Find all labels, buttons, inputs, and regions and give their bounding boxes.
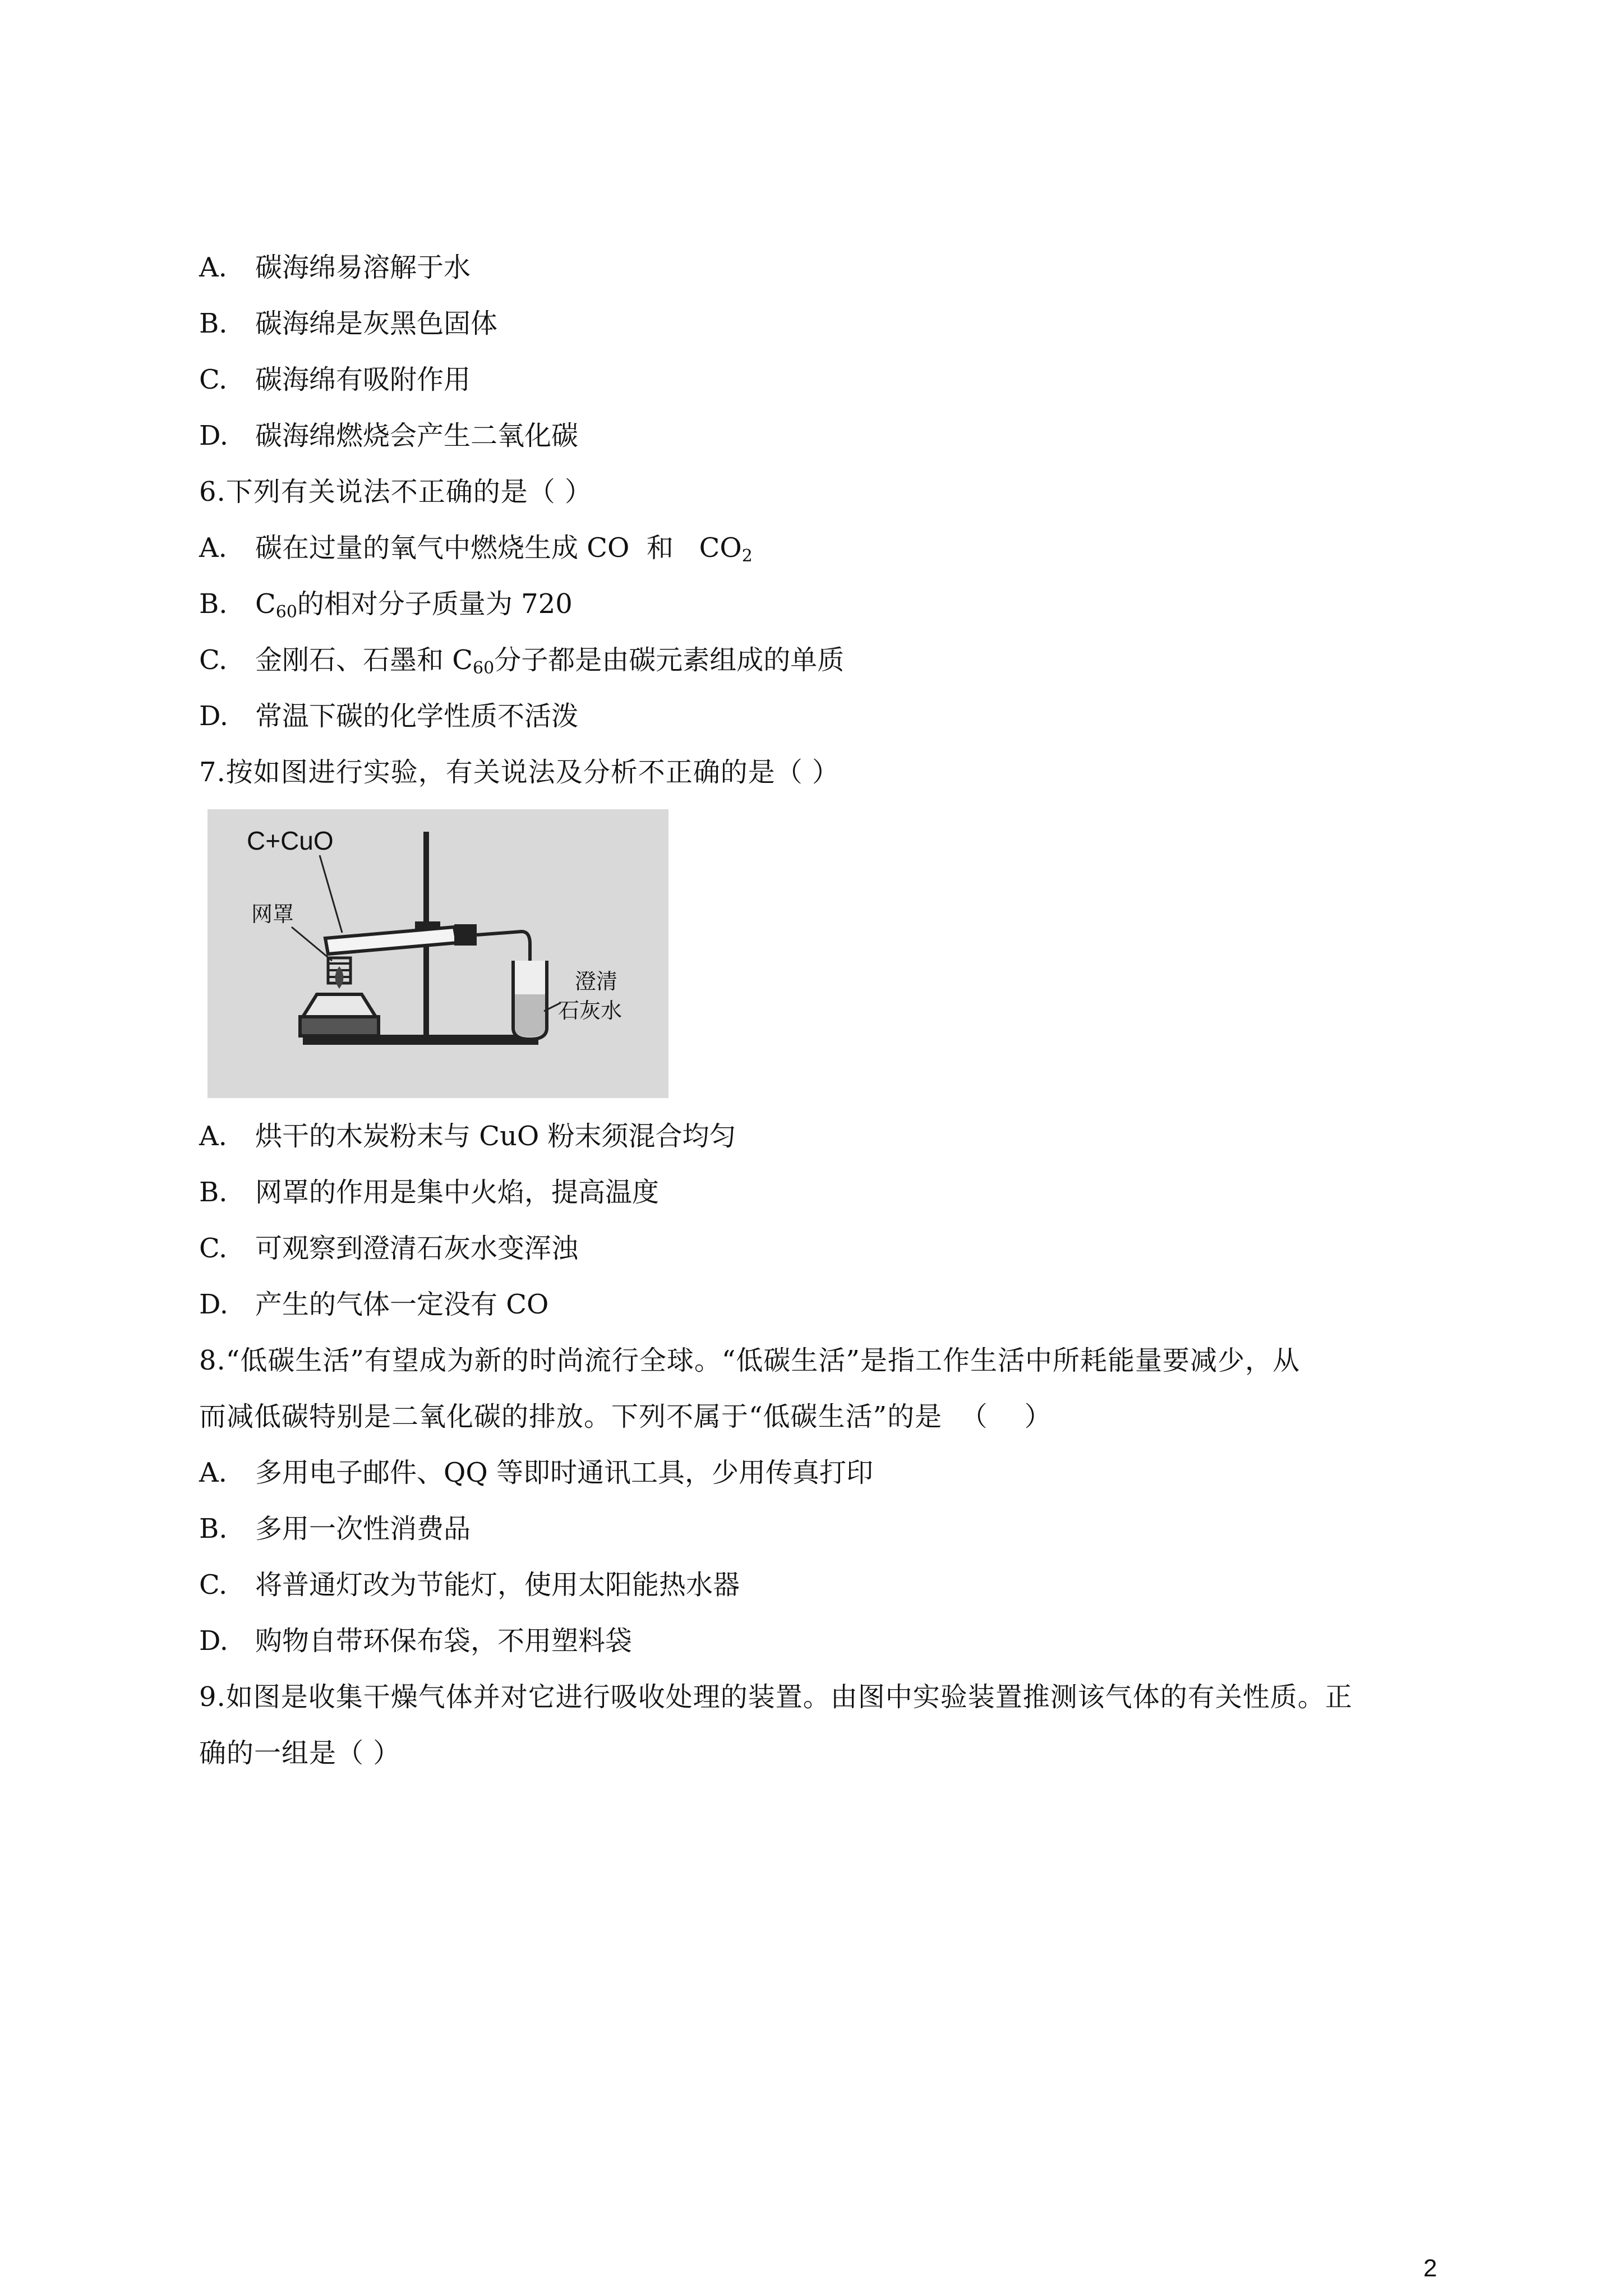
subscript: 60	[275, 602, 297, 622]
limewater	[515, 994, 545, 1037]
q6-option-c	[199, 643, 844, 677]
lamp-block	[300, 1017, 379, 1036]
q8-option-a	[199, 1456, 873, 1490]
option-letter: B.	[199, 308, 228, 339]
label-limewater-2: 石灰水	[558, 998, 623, 1023]
label-limewater-1: 澄清	[575, 969, 618, 994]
q8-option-c	[199, 1568, 740, 1602]
option-letter: B.	[199, 588, 228, 620]
q8-option-b	[199, 1512, 471, 1546]
q7-stem: 7.按如图进行实验，有关说法及分析不正确的是（ ）	[199, 757, 840, 788]
option-text: 网罩的作用是集中火焰，提高温度	[255, 1177, 660, 1208]
q5-option-c	[199, 363, 471, 397]
q9-stem-line-1: 9.如图是收集干燥气体并对它进行吸收处理的装置。由图中实验装置推测该气体的有关性质。正	[199, 1681, 1353, 1713]
q6-stem: 6.下列有关说法不正确的是（ ）	[199, 476, 593, 508]
option-text	[255, 531, 753, 565]
label-reactants: C+CuO	[247, 826, 334, 855]
option-text-post: 分子都是由碳元素组成的单质	[494, 644, 845, 676]
page-number: 2	[1423, 2254, 1437, 2282]
option-text	[255, 587, 573, 621]
q9-stem-line-2: 确的一组是（ ）	[199, 1737, 401, 1769]
test-tube	[325, 927, 457, 954]
option-text	[255, 643, 844, 677]
q5-option-d	[199, 419, 578, 453]
option-text: 烘干的木炭粉末与 CuO 粉末须混合均匀	[255, 1121, 736, 1152]
option-letter: C.	[199, 1569, 228, 1601]
option-letter: D.	[199, 1289, 229, 1320]
option-letter: D.	[199, 420, 229, 451]
q6-option-a	[199, 531, 753, 565]
option-text: 碳海绵易溶解于水	[255, 252, 471, 283]
q7-option-a	[199, 1119, 736, 1153]
q8-stem-line-2: 而减低碳特别是二氧化碳的排放。下列不属于“低碳生活”的是 （ ）	[199, 1401, 1052, 1432]
q5-option-b	[199, 307, 497, 340]
option-letter: B.	[199, 1513, 228, 1545]
option-text: 可观察到澄清石灰水变浑浊	[255, 1233, 579, 1264]
option-text-main: 碳在过量的氧气中燃烧生成 CO 和 CO	[255, 532, 742, 564]
option-letter: C.	[199, 364, 228, 395]
q7-option-c	[199, 1232, 578, 1265]
option-text-pre: 金刚石、石墨和 C	[255, 644, 473, 676]
q7-option-d	[199, 1288, 548, 1321]
option-letter: B.	[199, 1177, 228, 1208]
option-text: 碳海绵是灰黑色固体	[255, 308, 498, 339]
option-text: 多用一次性消费品	[255, 1513, 471, 1545]
label-mesh: 网罩	[251, 902, 294, 926]
q8-stem-line-1: 8.“低碳生活”有望成为新的时尚流行全球。“低碳生活”是指工作生活中所耗能量要减少，从	[199, 1345, 1300, 1376]
q7-option-b	[199, 1175, 659, 1209]
option-text: 购物自带环保布袋，不用塑料袋	[255, 1625, 633, 1657]
stopper	[454, 924, 477, 946]
apparatus-illustration	[208, 809, 668, 1098]
option-letter: C.	[199, 644, 228, 676]
option-text: 碳海绵有吸附作用	[255, 364, 471, 395]
subscript: 60	[473, 658, 495, 678]
experiment-figure	[208, 809, 668, 1098]
subscript: 2	[741, 546, 753, 566]
option-letter: A.	[199, 532, 227, 564]
q8-option-d	[199, 1624, 632, 1658]
option-letter: D.	[199, 1625, 229, 1657]
alcohol-lamp	[303, 994, 376, 1017]
option-letter: A.	[199, 1457, 227, 1488]
option-letter: A.	[199, 1121, 227, 1152]
option-text: 常温下碳的化学性质不活泼	[255, 700, 579, 732]
q6-option-d	[199, 699, 578, 733]
q5-option-a	[199, 251, 471, 284]
option-text: 产生的气体一定没有 CO	[255, 1289, 549, 1320]
option-letter: C.	[199, 1233, 228, 1264]
option-text: 碳海绵燃烧会产生二氧化碳	[255, 420, 579, 451]
option-text: 将普通灯改为节能灯，使用太阳能热水器	[255, 1569, 740, 1601]
q6-option-b	[199, 587, 573, 621]
option-text-pre: C	[255, 588, 276, 620]
option-text: 多用电子邮件、QQ 等即时通讯工具，少用传真打印	[255, 1457, 873, 1488]
option-text-post: 的相对分子质量为 720	[297, 588, 573, 620]
option-letter: A.	[199, 252, 227, 283]
option-letter: D.	[199, 700, 229, 732]
